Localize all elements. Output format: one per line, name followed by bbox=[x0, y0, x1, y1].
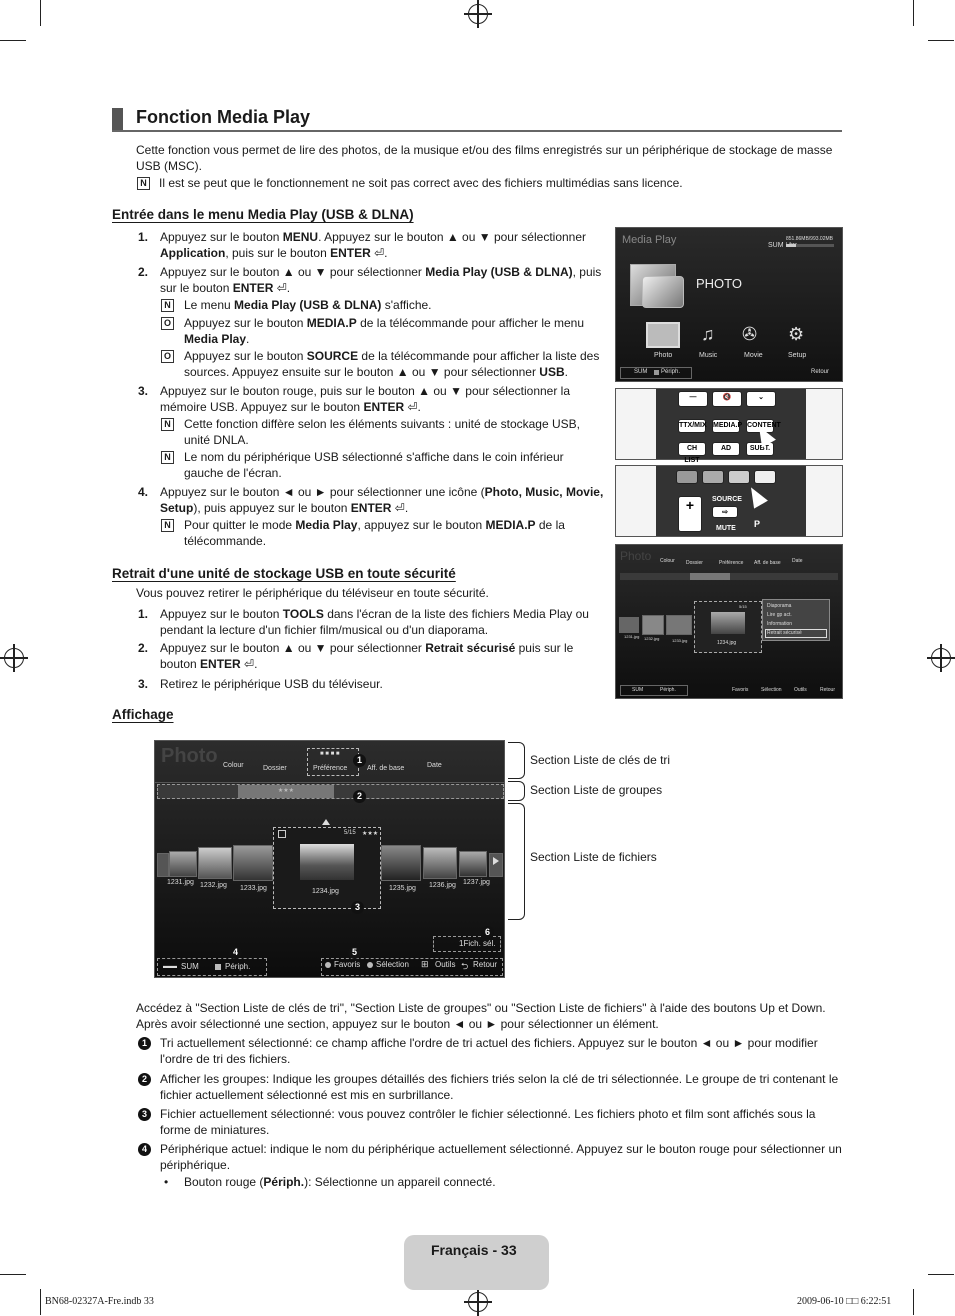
sort-key: Aff. de base bbox=[754, 560, 781, 566]
footer-item: Outils bbox=[794, 687, 807, 693]
bullet-text: Bouton rouge (Périph.): Sélectionne un appareil connecté. bbox=[184, 1175, 496, 1189]
thumbnail bbox=[169, 851, 197, 877]
crop-mark bbox=[40, 1289, 41, 1315]
color-button bbox=[676, 470, 698, 484]
callout-2: 2 bbox=[353, 790, 366, 803]
music-icon: ♫ bbox=[701, 324, 715, 344]
footer-item: Périph. bbox=[660, 687, 676, 693]
title-rule bbox=[112, 130, 842, 132]
note-icon: N bbox=[161, 299, 174, 312]
crop-mark bbox=[913, 1289, 914, 1315]
remote-note-icon: O bbox=[161, 317, 174, 330]
step-text: Appuyez sur le bouton ▲ ou ▼ pour sélectionner Media Play (USB & DLNA), puis sur le bouton ENTER ⏎. bbox=[160, 265, 602, 295]
mute-icon: 🔇 bbox=[712, 391, 742, 407]
source-label: SOURCE bbox=[712, 496, 742, 503]
sort-key: Colour bbox=[223, 762, 244, 769]
selected-thumbnail bbox=[300, 844, 354, 880]
sort-key: Préférence bbox=[719, 560, 744, 566]
sort-key: Aff. de base bbox=[367, 765, 405, 772]
arrow-right-icon bbox=[493, 857, 499, 865]
section-label: Section Liste de clés de tri bbox=[530, 753, 671, 767]
footer-item: Retour bbox=[820, 687, 836, 693]
menu-item: Diaporama bbox=[767, 603, 792, 609]
file-name: 1234.jpg bbox=[312, 888, 339, 895]
file-count: 5/15 bbox=[344, 830, 356, 836]
sort-key: Dossier bbox=[263, 765, 287, 772]
callout-1: 1 bbox=[353, 754, 366, 767]
divider bbox=[155, 782, 504, 783]
red-button-icon bbox=[215, 964, 221, 970]
ttx-button: TTX/MIX bbox=[678, 419, 706, 433]
sort-key: Colour bbox=[660, 558, 675, 564]
rating-icon: ★★★ bbox=[362, 831, 379, 837]
section-heading: Affichage bbox=[112, 707, 174, 722]
step-number: 1. bbox=[138, 607, 149, 621]
ch-list-button: CH LIST bbox=[678, 442, 706, 456]
page-number: Français - 33 bbox=[431, 1242, 517, 1258]
movie-icon: ✇ bbox=[742, 324, 758, 344]
file-name: 1236.jpg bbox=[429, 882, 456, 889]
page-title: Fonction Media Play bbox=[136, 107, 311, 127]
mute-label: MUTE bbox=[716, 525, 736, 532]
file-name: 1237.jpg bbox=[463, 879, 490, 886]
return-icon: ⮌ bbox=[461, 961, 469, 971]
tools-icon: ⊞ bbox=[421, 959, 429, 969]
gear-icon: ⚙ bbox=[788, 324, 805, 344]
note-icon: N bbox=[161, 519, 174, 532]
sort-dots: ■ ■ ■ ■ bbox=[320, 751, 340, 757]
print-date-info: 2009-06-10 □□ 6:22:51 bbox=[797, 1296, 892, 1307]
screen-title: Photo bbox=[161, 745, 218, 767]
storage-label: 851.86MB/993.02MB bbox=[786, 236, 833, 242]
screen-title: Photo bbox=[620, 549, 652, 563]
footer-device: SUM bbox=[181, 962, 199, 971]
source-button: ⇨ bbox=[712, 506, 738, 518]
item-text: Fichier actuellement sélectionné: vous pouvez contrôler le fichier sélectionné. Les fichiers photo et film sont affichés sous la forme de miniatures. bbox=[160, 1107, 816, 1137]
sort-key: Date bbox=[427, 762, 442, 769]
item-number: 1 bbox=[138, 1037, 151, 1050]
note-text: Le nom du périphérique USB sélectionné s'affiche dans le coin inférieur gauche de l'écran. bbox=[184, 450, 564, 480]
file-count: 5/15 bbox=[739, 604, 747, 609]
section-label: Section Liste de fichiers bbox=[530, 850, 657, 864]
selected-file-box bbox=[694, 601, 762, 653]
photo-tools-screenshot bbox=[615, 544, 843, 699]
note-text: Appuyez sur le bouton SOURCE de la télécommande pour afficher la liste des sources. Appuyez ensuite sur le bouton ▲ ou ▼ pour sélectionner USB. bbox=[184, 349, 600, 379]
photo-display-screenshot bbox=[154, 740, 505, 978]
file-name: 1234.jpg bbox=[717, 640, 737, 646]
footer-item: Sélection bbox=[761, 687, 782, 693]
menu-item: Information bbox=[767, 621, 793, 627]
menu-item: Lire gp act. bbox=[767, 612, 792, 618]
section-bracket bbox=[508, 803, 525, 920]
step-text: Retirez le périphérique USB du téléviseur. bbox=[160, 677, 383, 691]
usb-icon: ▬▬ bbox=[163, 963, 177, 970]
step-text: Appuyez sur le bouton MENU. Appuyez sur le bouton ▲ ou ▼ pour sélectionner Application, puis sur le bouton ENTER ⏎. bbox=[160, 230, 587, 260]
bullet-icon: • bbox=[164, 1175, 169, 1189]
remote-control-figure bbox=[615, 388, 843, 464]
footer-periph: Périph. bbox=[661, 369, 681, 375]
sort-key-selected: Préférence bbox=[313, 765, 348, 772]
remote-control-figure bbox=[615, 465, 843, 537]
callout-4: 4 bbox=[229, 946, 242, 959]
p-label: P bbox=[754, 519, 761, 529]
device-box bbox=[620, 685, 688, 696]
file-name: 1232.jpg bbox=[200, 882, 227, 889]
minus-button: — bbox=[678, 391, 708, 407]
footer-button: Sélection bbox=[376, 960, 409, 969]
registration-mark-icon bbox=[4, 648, 24, 668]
icon-label: Music bbox=[699, 352, 718, 359]
note-text: Appuyez sur le bouton MEDIA.P de la télécommande pour afficher le menu Media Play. bbox=[184, 316, 585, 346]
tools-menu bbox=[762, 599, 830, 641]
group-bar bbox=[620, 573, 838, 580]
device-label: SUM bbox=[768, 242, 784, 249]
note-icon: N bbox=[161, 451, 174, 464]
print-file-info: BN68-02327A-Fre.indb 33 bbox=[45, 1296, 154, 1307]
registration-mark-icon bbox=[468, 4, 488, 24]
file-name: 1231.jpg bbox=[167, 879, 194, 886]
step-number: 3. bbox=[138, 384, 149, 398]
crop-mark bbox=[0, 40, 26, 41]
thumbnail bbox=[233, 845, 273, 881]
subt-button: SUBT. bbox=[746, 442, 774, 456]
registration-mark-icon bbox=[468, 1292, 488, 1312]
chevron-down-icon: ⌄ bbox=[746, 391, 776, 407]
thumbnail bbox=[459, 851, 487, 877]
note-text: Le menu Media Play (USB & DLNA) s'affiche. bbox=[184, 298, 432, 312]
callout-3: 3 bbox=[351, 901, 364, 914]
footer-item: Favoris bbox=[732, 687, 749, 693]
color-button bbox=[702, 470, 724, 484]
section-bracket bbox=[508, 781, 525, 801]
step-text: Appuyez sur le bouton ◄ ou ► pour sélectionner une icône (Photo, Music, Movie, Setup), puis appuyez sur le bouton ENTER ⏎. bbox=[160, 485, 604, 515]
intro-note: Il est se peut que le fonctionnement ne soit pas correct avec des fichiers multimédias sans licence. bbox=[159, 176, 683, 190]
icon-label: Photo bbox=[654, 352, 673, 359]
item-number: 2 bbox=[138, 1073, 151, 1086]
media-p-button: MEDIA.P bbox=[712, 419, 740, 433]
callout-6: 6 bbox=[481, 926, 494, 939]
note-icon: N bbox=[161, 418, 174, 431]
screen-title: Media Play bbox=[622, 234, 677, 246]
selected-thumbnail bbox=[711, 612, 745, 634]
thumbnail bbox=[157, 853, 169, 877]
note-text: Cette fonction diffère selon les éléments suivants : unité de stockage USB, unité DNLA. bbox=[184, 417, 580, 447]
storage-bar bbox=[786, 244, 834, 247]
step-number: 2. bbox=[138, 641, 149, 655]
color-button bbox=[728, 470, 750, 484]
content-button: CONTENT bbox=[746, 419, 774, 433]
icon-label: Movie bbox=[744, 352, 763, 359]
sort-key: Date bbox=[792, 558, 803, 564]
thumbnail bbox=[198, 847, 232, 879]
ad-button: AD bbox=[712, 442, 740, 456]
crop-mark bbox=[928, 1274, 954, 1275]
sort-key: Dossier bbox=[686, 560, 703, 566]
thumbnail bbox=[423, 847, 457, 879]
file-name: 1233.jpg bbox=[240, 885, 267, 892]
section-bracket bbox=[508, 742, 525, 779]
section-label: Section Liste de groupes bbox=[530, 783, 663, 797]
step-number: 2. bbox=[138, 265, 149, 279]
selected-count: 1Fich. sél. bbox=[459, 939, 496, 948]
step-number: 3. bbox=[138, 677, 149, 691]
footer-button: Outils bbox=[435, 960, 456, 969]
item-number: 4 bbox=[138, 1143, 151, 1156]
intro-text: Cette fonction vous permet de lire des photos, de la musique et/ou des films enregistrés sur un périphérique de stockage de masse USB (MSC). bbox=[136, 143, 833, 173]
registration-mark-icon bbox=[931, 648, 951, 668]
checkbox-icon bbox=[278, 830, 286, 838]
yellow-button-icon bbox=[367, 962, 373, 968]
item-text: Périphérique actuel: indique le nom du périphérique actuellement sélectionné. Appuyez sur le bouton rouge pour sélectionner un périphérique. bbox=[160, 1142, 842, 1172]
red-button-icon bbox=[654, 370, 659, 375]
file-name: 1231.jpg bbox=[624, 634, 640, 639]
icon-label: Setup bbox=[788, 352, 807, 359]
thumbnail bbox=[619, 617, 639, 633]
item-text: Afficher les groupes: Indique les groupes détaillés des fichiers triés selon la clé de tri sélectionnée. Le groupe de tri contenant le fichier actuellement sélectionné est mis en surbrillance. bbox=[160, 1072, 839, 1102]
thumbnail bbox=[642, 615, 664, 635]
crop-mark bbox=[913, 0, 914, 26]
step-number: 1. bbox=[138, 230, 149, 244]
step-number: 4. bbox=[138, 485, 149, 499]
remote-note-icon: O bbox=[161, 350, 174, 363]
footer-device: SUM bbox=[634, 369, 648, 375]
crop-mark bbox=[40, 0, 41, 26]
section-intro: Vous pouvez retirer le périphérique du téléviseur en toute sécurité. bbox=[136, 586, 489, 600]
media-play-screenshot bbox=[615, 227, 843, 382]
photo-icon bbox=[646, 322, 680, 348]
group-list: ★★★ bbox=[157, 784, 504, 799]
crop-mark bbox=[0, 1274, 26, 1275]
volume-button: + bbox=[678, 496, 702, 532]
file-name: 1235.jpg bbox=[389, 885, 416, 892]
note-icon: N bbox=[137, 177, 150, 190]
footer-button: Retour bbox=[473, 960, 498, 969]
footer-return: Retour bbox=[811, 369, 830, 375]
file-name: 1233.jpg bbox=[672, 638, 688, 643]
menu-item: Retrait sécurisé bbox=[767, 630, 802, 636]
step-text: Appuyez sur le bouton ▲ ou ▼ pour sélectionner Retrait sécurisé puis sur le bouton ENTER ⏎. bbox=[160, 641, 574, 671]
step-text: Appuyez sur le bouton rouge, puis sur le bouton ▲ ou ▼ pour sélectionner la mémoire USB. Appuyez sur le bouton ENTER ⏎. bbox=[160, 384, 571, 414]
title-bar bbox=[112, 108, 123, 130]
selected-file-box bbox=[273, 827, 381, 909]
footer-item: SUM bbox=[632, 687, 644, 693]
item-number: 3 bbox=[138, 1108, 151, 1121]
footer-periph: Périph. bbox=[225, 962, 251, 971]
green-button-icon bbox=[325, 962, 331, 968]
crop-mark bbox=[928, 40, 954, 41]
footer-button: Favoris bbox=[334, 960, 361, 969]
color-button bbox=[754, 470, 776, 484]
section-heading: Entrée dans le menu Media Play (USB & DLNA) bbox=[112, 207, 414, 222]
file-name: 1232.jpg bbox=[644, 636, 660, 641]
thumbnail bbox=[381, 845, 421, 881]
thumbnail bbox=[666, 615, 692, 635]
note-text: Pour quitter le mode Media Play, appuyez sur le bouton MEDIA.P de la télécommande. bbox=[184, 518, 565, 548]
item-text: Tri actuellement sélectionné: ce champ affiche l'ordre de tri actuel des fichiers. Appuyez sur le bouton ◄ ou ► pour modifier l'ordre de tri des fichiers. bbox=[160, 1036, 818, 1066]
camera-icon bbox=[642, 276, 684, 308]
big-label: PHOTO bbox=[696, 276, 742, 291]
arrow-up-icon bbox=[322, 819, 330, 825]
section-heading: Retrait d'une unité de stockage USB en toute sécurité bbox=[112, 566, 456, 581]
callout-5: 5 bbox=[348, 946, 361, 959]
step-text: Appuyez sur le bouton TOOLS dans l'écran de la liste des fichiers Media Play ou pendant la lecture d'un fichier film/musical ou d'un diaporama. bbox=[160, 607, 589, 637]
section-intro: Accédez à "Section Liste de clés de tri", "Section Liste de groupes" ou "Section Liste de fichiers" à l'aide des boutons Up et Down. Après avoir sélectionné une section, appuyez sur le bouton ◄ ou ► pour sélectionner un élément. bbox=[136, 1001, 826, 1031]
